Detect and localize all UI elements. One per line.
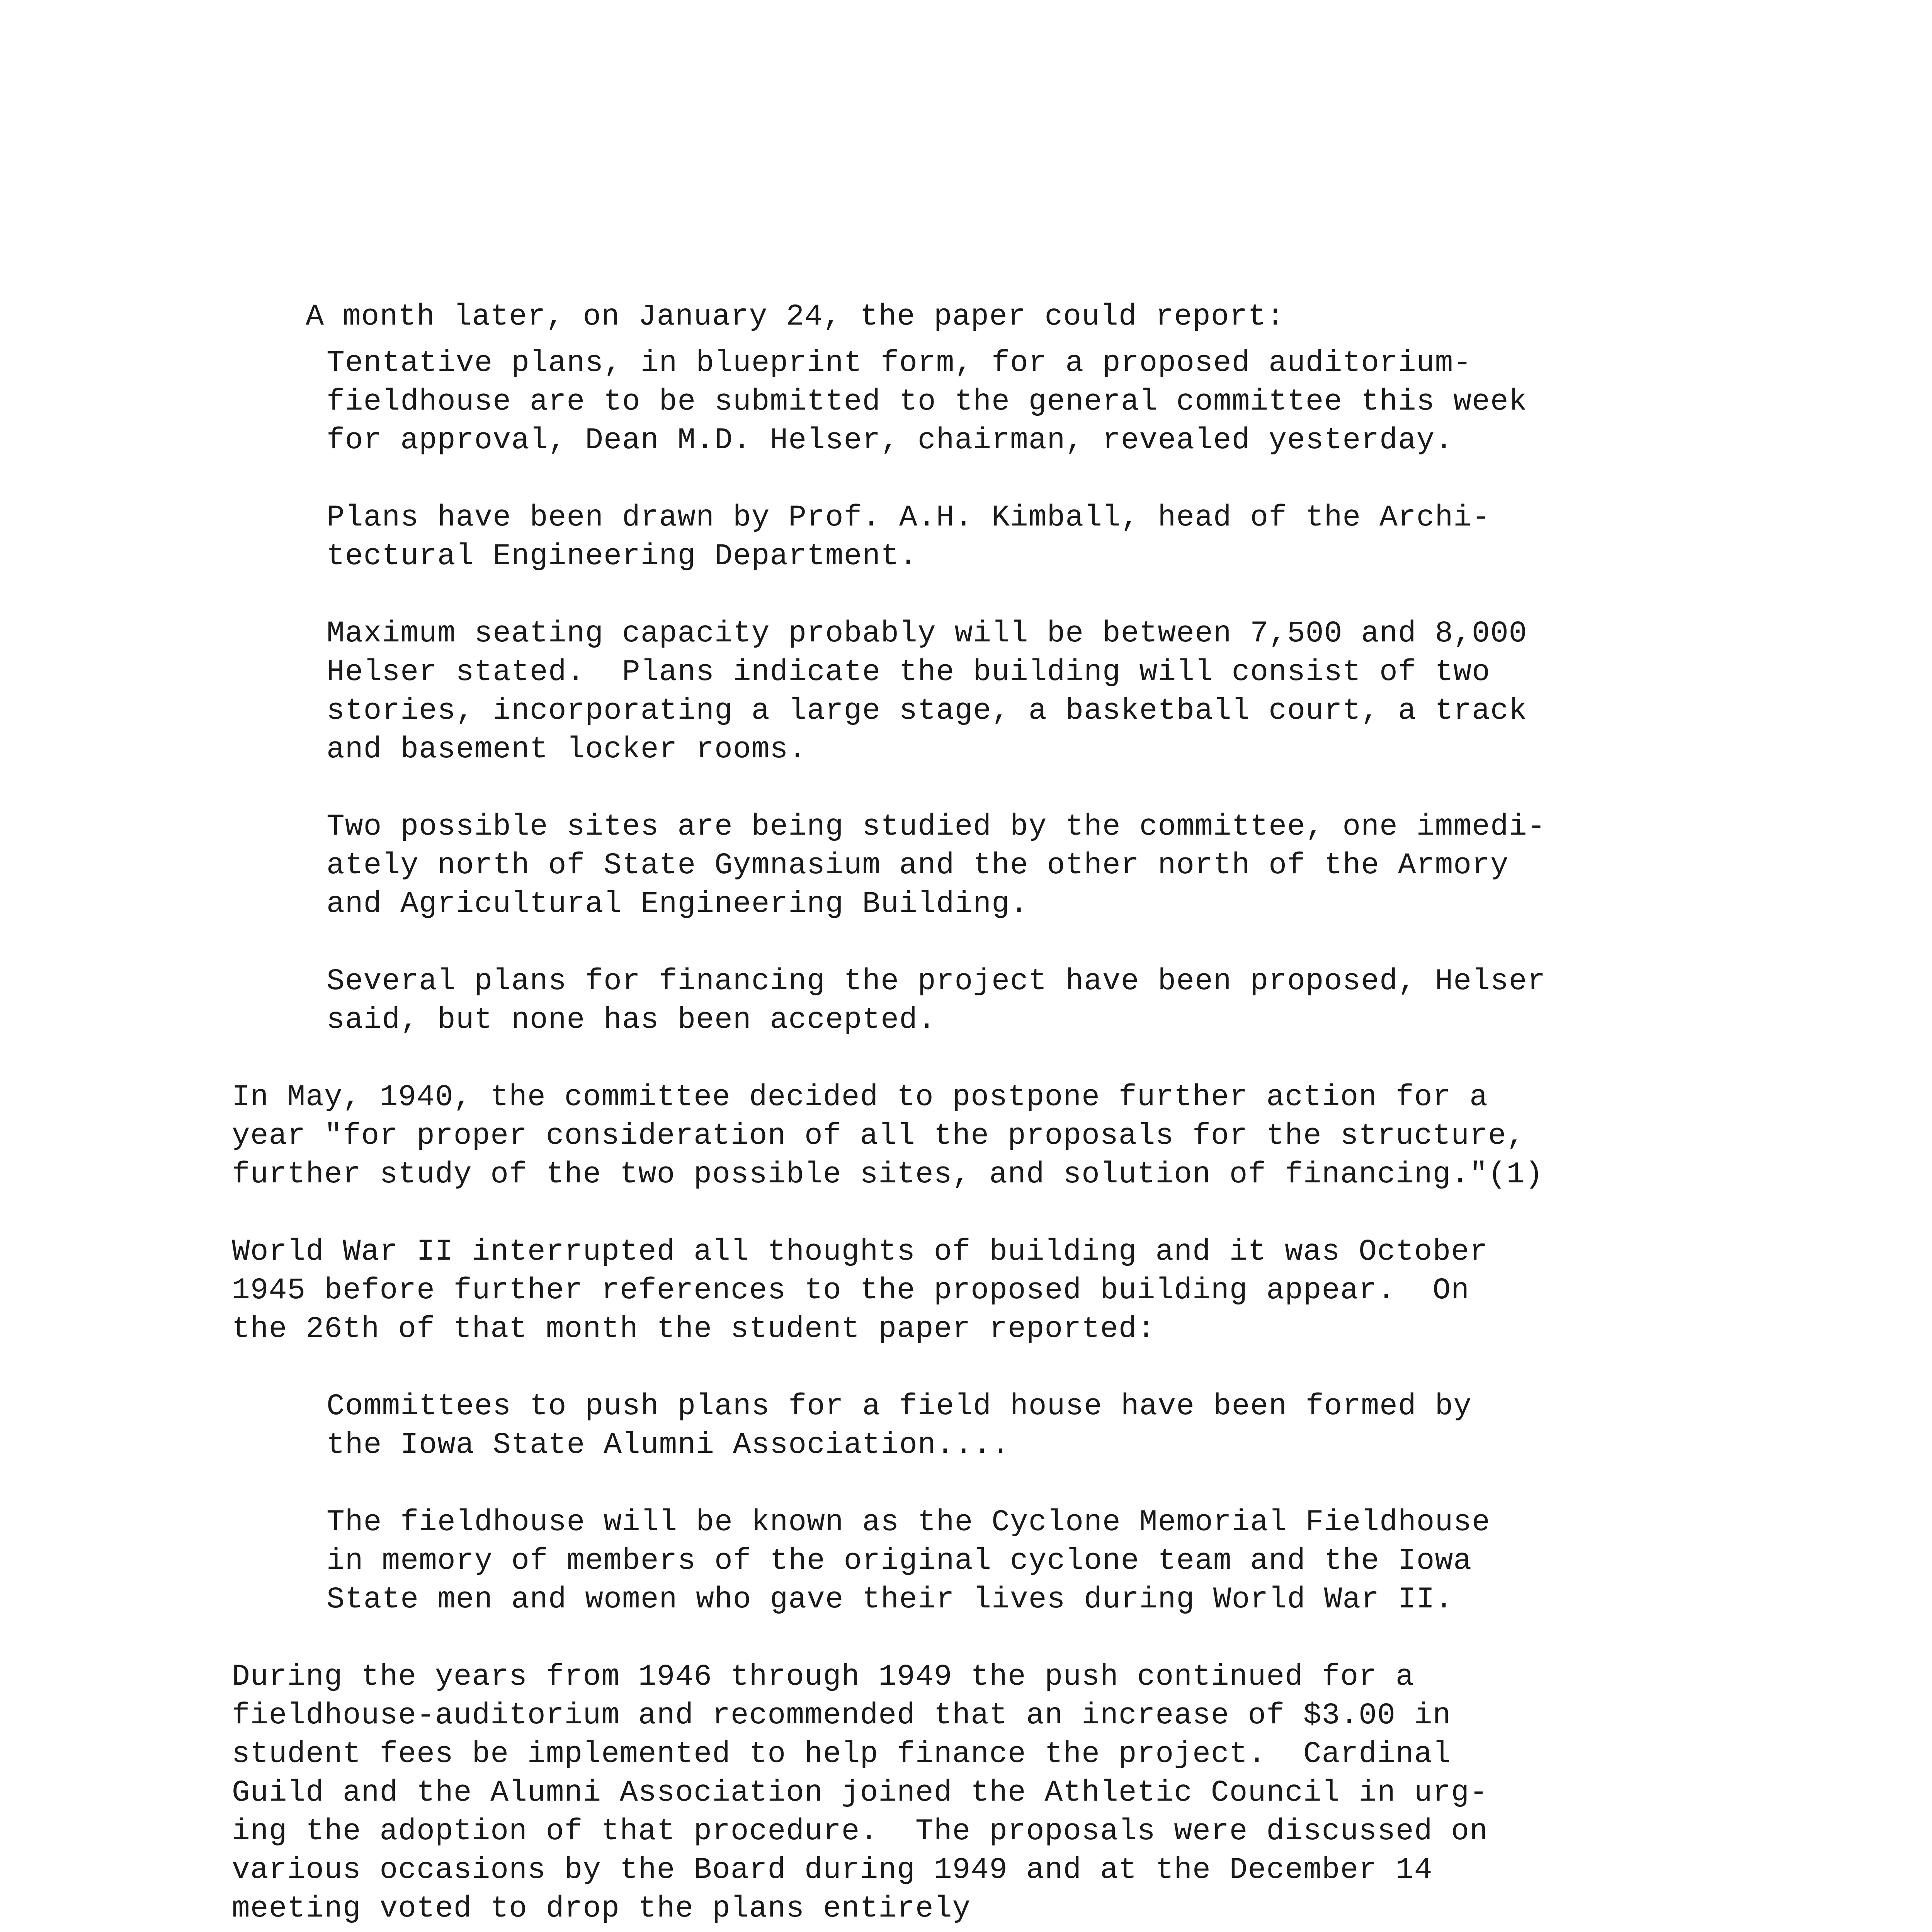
- text-line: the 26th of that month the student paper reported:: [232, 1312, 1156, 1346]
- text-line: Guild and the Alumni Association joined the Athletic Council in urg-: [232, 1776, 1488, 1810]
- text-line: Committees to push plans for a field house have been formed by: [327, 1389, 1472, 1423]
- quote-committees: [327, 1387, 1472, 1464]
- paragraph-1946-1949: [232, 1658, 1488, 1928]
- text-line: 1945 before further references to the proposed building appear. On: [232, 1274, 1470, 1308]
- text-line: Two possible sites are being studied by the committee, one immedi-: [327, 810, 1546, 844]
- text-line: further study of the two possible sites, and solution of financing."(1): [232, 1158, 1544, 1192]
- text-line: ing the adoption of that procedure. The proposals were discussed on: [232, 1815, 1488, 1849]
- text-line: and Agricultural Engineering Building.: [327, 887, 1029, 921]
- quote-plans-drawn: [327, 498, 1490, 576]
- text-line: Maximum seating capacity probably will be between 7,500 and 8,000: [327, 617, 1527, 651]
- text-line: in memory of members of the original cyclone team and the Iowa: [327, 1544, 1472, 1578]
- text-line: the Iowa State Alumni Association....: [327, 1428, 1010, 1462]
- text-line: for approval, Dean M.D. Helser, chairman, revealed yesterday.: [327, 423, 1454, 457]
- text-line: said, but none has been accepted.: [327, 1003, 936, 1037]
- text-line: various occasions by the Board during 1949 and at the December 14: [232, 1853, 1433, 1887]
- text-line: meeting voted to drop the plans entirely: [232, 1892, 971, 1926]
- text-line: The fieldhouse will be known as the Cyclone Memorial Fieldhouse: [327, 1505, 1490, 1539]
- paragraph-world-war-ii: [232, 1233, 1488, 1349]
- text-line: fieldhouse-auditorium and recommended that an increase of $3.00 in: [232, 1699, 1451, 1733]
- quote-tentative-plans: [327, 344, 1527, 460]
- paragraph-may-1940: [232, 1078, 1543, 1194]
- text-line: student fees be implemented to help finance the project. Cardinal: [232, 1737, 1451, 1771]
- text-line: stories, incorporating a large stage, a basketball court, a track: [327, 694, 1527, 728]
- text-line: fieldhouse are to be submitted to the general committee this week: [327, 385, 1527, 419]
- quote-cyclone-memorial: [327, 1503, 1490, 1619]
- text-line: Helser stated. Plans indicate the building will consist of two: [327, 655, 1490, 689]
- text-line: and basement locker rooms.: [327, 733, 807, 767]
- text-line: A month later, on January 24, the paper could report:: [306, 300, 1285, 334]
- quote-seating-capacity: [327, 614, 1527, 769]
- text-line: In May, 1940, the committee decided to postpone further action for a: [232, 1080, 1488, 1114]
- text-line: Several plans for financing the project have been proposed, Helser: [327, 964, 1546, 998]
- text-line: World War II interrupted all thoughts of building and it was October: [232, 1235, 1488, 1269]
- text-line: ately north of State Gymnasium and the other north of the Armory: [327, 849, 1509, 883]
- quote-financing: [327, 962, 1546, 1039]
- text-line: Tentative plans, in blueprint form, for a proposed auditorium-: [327, 346, 1472, 380]
- text-line: tectural Engineering Department.: [327, 539, 918, 573]
- text-line: During the years from 1946 through 1949 the push continued for a: [232, 1660, 1414, 1694]
- quote-possible-sites: [327, 808, 1546, 923]
- text-line: year "for proper consideration of all the proposals for the structure,: [232, 1119, 1525, 1153]
- text-line: Plans have been drawn by Prof. A.H. Kimball, head of the Archi-: [327, 501, 1490, 535]
- text-line: State men and women who gave their lives during World War II.: [327, 1583, 1454, 1617]
